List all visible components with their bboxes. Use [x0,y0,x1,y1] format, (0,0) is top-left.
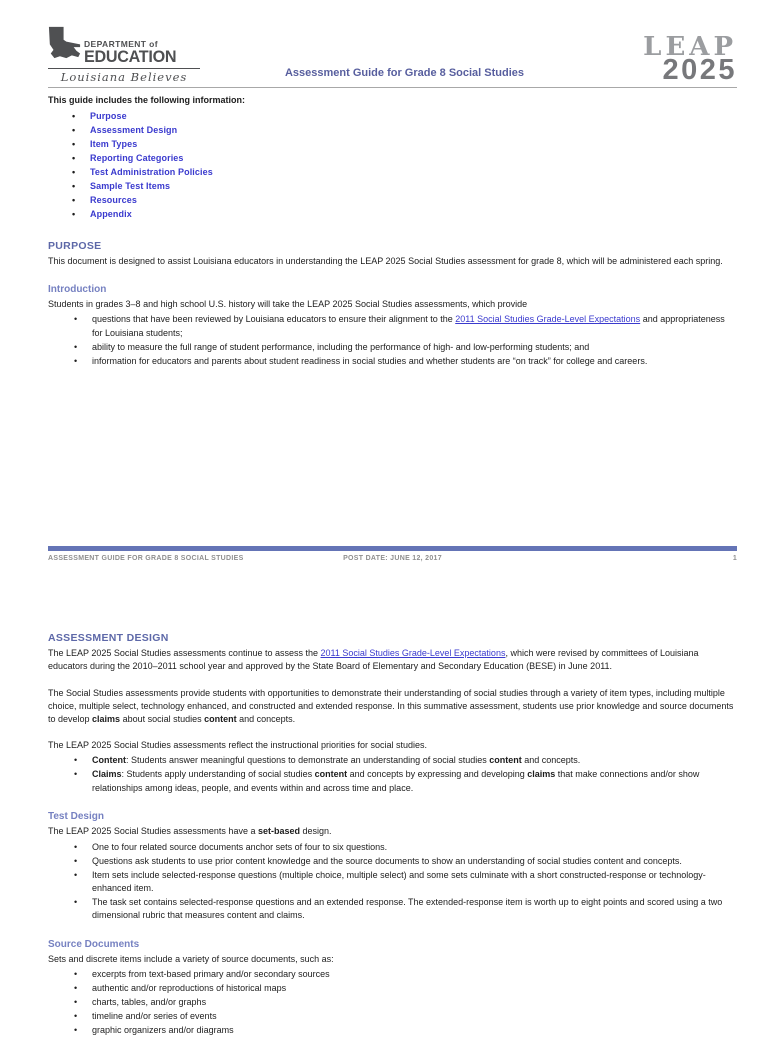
bullet-text: : Students apply understanding of social studies [121,769,315,780]
logo-education-line: EDUCATION [84,47,177,66]
page-header [48,0,737,87]
toc-link-item-types[interactable]: • Item Types [72,138,737,151]
source-documents-bullet-1: • excerpts from text-based primary and/or secondary sources [74,968,737,981]
purpose-paragraph: This document is designed to assist Louisiana educators in understanding the LEAP 2025 Social Studies assessment for grade 8, which will be administered each spring. [48,255,723,266]
assessment-design-paragraph-3: The LEAP 2025 Social Studies assessments reflect the instructional priorities for social studies. [48,740,428,751]
source-documents-heading: Source Documents [48,938,140,950]
source-documents-bullet-2: • authentic and/or reproductions of historical maps [74,982,737,995]
source-documents-lead: Sets and discrete items include a variety of source documents, such as: [48,954,334,965]
test-design-bullet-4: • The task set contains selected-response questions and an extended response. The extended-response item is worth up to eight points and scored using a two dimensional rubric that measures content and claims. [74,896,737,923]
toc-link-reporting-categories[interactable]: • Reporting Categories [72,152,737,165]
bold-term-set-based: set-based [257,826,300,837]
toc-link-resources[interactable]: • Resources [72,194,737,207]
document-title: Assessment Guide for Grade 8 Social Studies [284,67,525,79]
document-page-2 [0,624,768,1038]
logo-tagline: Louisiana Believes [48,68,200,84]
paragraph-text: The Social Studies assessments provide students with opportunities to demonstrate their understanding of social studies through a variety of item types, including multiple choice, multiple select, technology enhanced, and constructed and extended response. In this summative assessment, students use prior knowledge and source documents to develop [48,687,734,725]
page1-footer [48,546,737,562]
introduction-bullet-1 [74,313,737,340]
doe-logo [48,25,200,84]
bold-label-content: Content [92,755,126,766]
footer-post-date: POST DATE: JUNE 12, 2017 [343,555,442,562]
bullet-text: that make connections and/or show relationships among ideas, people, and events within and across time and place. [92,769,700,793]
test-design-lead [48,825,737,838]
toc-link-assessment-design[interactable]: • Assessment Design [72,124,737,137]
paragraph-text: The LEAP 2025 Social Studies assessments have a [48,826,258,837]
gle-2011-link[interactable]: 2011 Social Studies Grade-Level Expectations [455,314,641,325]
introduction-bullet-2: • ability to measure the full range of student performance, including the performance of high- and low-performing students; and [74,341,737,354]
toc-link-test-administration-policies[interactable]: • Test Administration Policies [72,166,737,179]
bold-label-claims: Claims [92,769,122,780]
footer-document-name: ASSESSMENT GUIDE FOR GRADE 8 SOCIAL STUDIES [48,555,244,562]
paragraph-text: design. [300,826,332,837]
assessment-design-heading: ASSESSMENT DESIGN [48,632,169,644]
leap-2025-logo [609,31,737,87]
introduction-lead: Students in grades 3–8 and high school U.S. history will take the LEAP 2025 Social Studies assessments, which provide [48,299,528,310]
assessment-design-paragraph-1 [48,647,737,673]
guide-contents-intro: This guide includes the following information: [48,95,245,105]
introduction-bullet-list [48,313,737,368]
source-documents-bullet-4: • timeline and/or series of events [74,1010,737,1023]
toc-link-sample-test-items[interactable]: • Sample Test Items [72,180,737,193]
toc-link-appendix[interactable]: • Appendix [72,208,737,221]
footer-page-number: 1 [732,555,738,562]
bullet-text: and appropriateness for Louisiana students; [92,314,725,338]
introduction-heading: Introduction [48,284,107,296]
test-design-heading: Test Design [48,811,104,823]
content-priority-bullet [74,754,737,767]
footer-accent-bar [48,546,737,551]
paragraph-text: about social studies [120,714,205,725]
leap-logo-year: 2025 [662,54,737,87]
paragraph-text: , which were revised by committees of Louisiana educators during the 2010–2011 school year and approved by the State Board of Elementary and Secondary Education (BESE) in June 2011. [48,648,699,672]
source-documents-bullet-3: • charts, tables, and/or graphs [74,996,737,1009]
test-design-bullet-2: • Questions ask students to use prior content knowledge and the source documents to show an understanding of social studies content and concepts. [74,855,737,868]
source-documents-bullet-5: • graphic organizers and/or diagrams [74,1024,737,1037]
toc-link-purpose[interactable]: • Purpose [72,110,737,123]
test-design-bullet-3: • Item sets include selected-response questions (multiple choice, multiple select) and some sets culminate with a short constructed-response or technology-enhanced item. [74,869,737,896]
table-of-contents [48,110,737,221]
bold-term-claims: claims [92,714,121,725]
paragraph-text: and concepts. [236,714,296,725]
bullet-text: questions that have been reviewed by Louisiana educators to ensure their alignment to the [92,314,456,325]
priorities-bullet-list [48,754,737,795]
bold-term-claims: claims [527,769,556,780]
bullet-text: : Students answer meaningful questions to demonstrate an understanding of social studies [126,755,490,766]
assessment-design-paragraph-2 [48,687,737,727]
claims-priority-bullet [74,768,737,795]
louisiana-state-icon [48,25,81,65]
bold-term-content: content [204,714,237,725]
bold-term-content: content [314,769,348,780]
paragraph-text: The LEAP 2025 Social Studies assessments continue to assess the [48,648,321,659]
header-divider [48,87,737,88]
purpose-heading: PURPOSE [48,239,102,252]
gle-2011-link[interactable]: 2011 Social Studies Grade-Level Expectations [320,648,506,659]
bullet-text: and concepts by expressing and developing [347,769,528,780]
test-design-bullet-list [48,841,737,923]
leap-logo-word: LEAP [643,31,737,62]
bullet-text: and concepts. [521,755,581,766]
bold-term-content: content [489,755,522,766]
introduction-bullet-3: • information for educators and parents about student readiness in social studies and whether students are “on track” for college and careers. [74,355,737,368]
test-design-bullet-1: • One to four related source documents anchor sets of four to six questions. [74,841,737,854]
logo-dept-line: DEPARTMENT of [84,38,158,49]
source-documents-bullet-list [48,968,737,1037]
